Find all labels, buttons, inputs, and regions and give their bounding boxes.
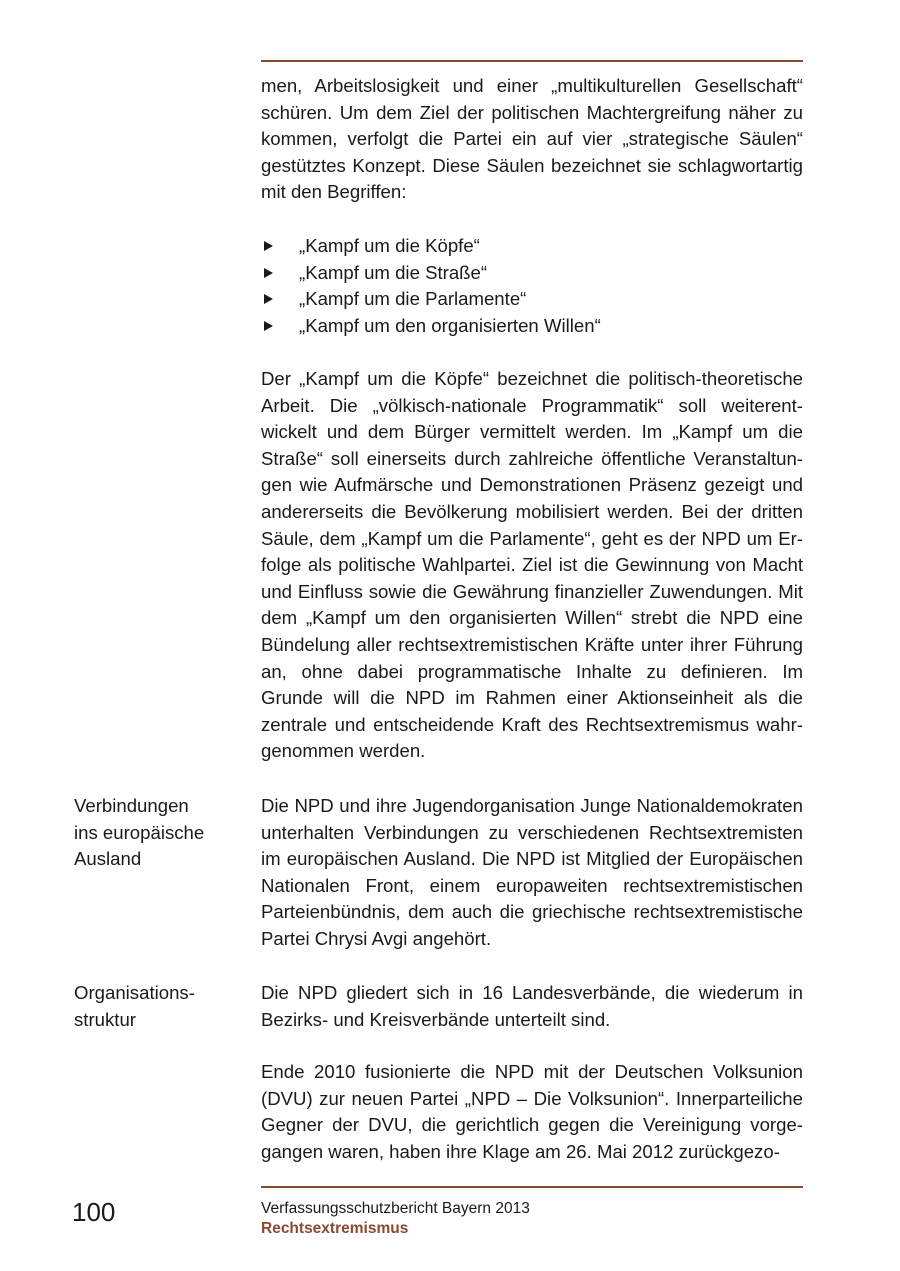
pillars-paragraph: Der „Kampf um die Köpfe“ bezeichnet die politisch-theoretische Arbeit. Die „völkisch-nationale Programmatik“ soll weiterentwickelt und dem Bürger vermittelt werden. Im „Kampf um die Straße“ soll einerseits durch zahlreiche öffentliche Veranstaltungen wie Aufmärsche und Demonstrationen Präsenz gezeigt und andererseits die Bevölkerung mobilisiert werden. Bei der dritten Säule, dem „Kampf um die Parlamente“, geht es der NPD um Erfolge als politische Wahlpartei. Ziel ist die Gewinnung von Macht und Einfluss sowie die Gewährung finanzieller Zuwendungen. Mit dem „Kampf um den organisierten Willen“ strebt die NPD eine Bündelung aller rechtsextremistischen Kräfte unter ihrer Führung an, ohne dabei programmatische Inhalte zu definieren. Im Grunde will die NPD im Rahmen einer Aktionseinheit als die zentrale und entscheidende Kraft des Rechtsextremismus wahrgenommen werden. xyxy=(261,368,803,762)
triangle-bullet-icon xyxy=(264,241,273,251)
intro-paragraph-block xyxy=(261,73,803,206)
europe-paragraph: Die NPD und ihre Jugendorganisation Junge Nationaldemokraten unterhalten Verbindungen zu verschiedenen Rechtsextremisten im europäischen Ausland. Die NPD ist Mitglied der Europäischen Nationalen Front, einem europaweiten rechtsextremistischen Parteienbündnis, dem auch die griechische rechtsextremistische Partei Chrysi Avgi angehört. xyxy=(261,795,803,949)
triangle-bullet-icon xyxy=(264,321,273,331)
triangle-bullet-icon xyxy=(264,294,273,304)
intro-paragraph: men, Arbeitslosigkeit und einer „multikulturellen Gesellschaft“ schüren. Um dem Ziel der politischen Machtergreifung näher zu kommen, verfolgt die Partei ein auf vier „strategische Säulen“ gestütztes Konzept. Diese Säulen bezeichnet sie schlagwortartig mit den Begriffen: xyxy=(261,75,803,203)
pillars-paragraph-block xyxy=(261,366,803,765)
list-item-text: „Kampf um die Köpfe“ xyxy=(299,235,480,256)
triangle-bullet-icon xyxy=(264,268,273,278)
list-item-text: „Kampf um die Parlamente“ xyxy=(299,288,527,310)
structure-paragraph: Die NPD gliedert sich in 16 Landesverbände, die wiederum in Bezirks- und Kreisverbände unterteilt sind. xyxy=(261,982,803,1030)
footer xyxy=(261,1199,530,1239)
margin-label-europe xyxy=(74,793,244,873)
margin-label-line: ins europäische xyxy=(74,821,205,843)
bottom-divider xyxy=(261,1186,803,1188)
margin-label-line: struktur xyxy=(74,1008,136,1030)
margin-label-line: Verbindungen xyxy=(74,795,189,816)
strategic-pillars-list xyxy=(261,233,803,339)
list-item-text: „Kampf um den organisierten Willen“ xyxy=(299,314,601,336)
margin-label-line: Ausland xyxy=(74,848,142,870)
europe-paragraph-block xyxy=(261,793,803,953)
fusion-paragraph: Ende 2010 fusionierte die NPD mit der Deutschen Volksunion (DVU) zur neuen Partei „NPD – Die Volksunion“. Innerparteiliche Gegner der DVU, die gerichtlich gegen die Vereinigung vorgegangen waren, haben ihre Klage am 26. Mai 2012 zurückgezo- xyxy=(261,1061,803,1162)
list-item xyxy=(261,260,803,287)
margin-label-line: Organisations- xyxy=(74,982,195,1003)
fusion-paragraph-block xyxy=(261,1059,803,1165)
list-item-text: „Kampf um die Straße“ xyxy=(299,261,488,283)
structure-paragraph-block xyxy=(261,980,803,1033)
margin-label-structure xyxy=(74,980,244,1033)
top-divider xyxy=(261,60,803,62)
list-item xyxy=(261,233,803,260)
section-title: Rechtsextremismus xyxy=(261,1220,409,1237)
page-number: 100 xyxy=(72,1197,116,1227)
list-item xyxy=(261,313,803,340)
report-title: Verfassungsschutzbericht Bayern 2013 xyxy=(261,1200,530,1217)
list-item xyxy=(261,286,803,313)
